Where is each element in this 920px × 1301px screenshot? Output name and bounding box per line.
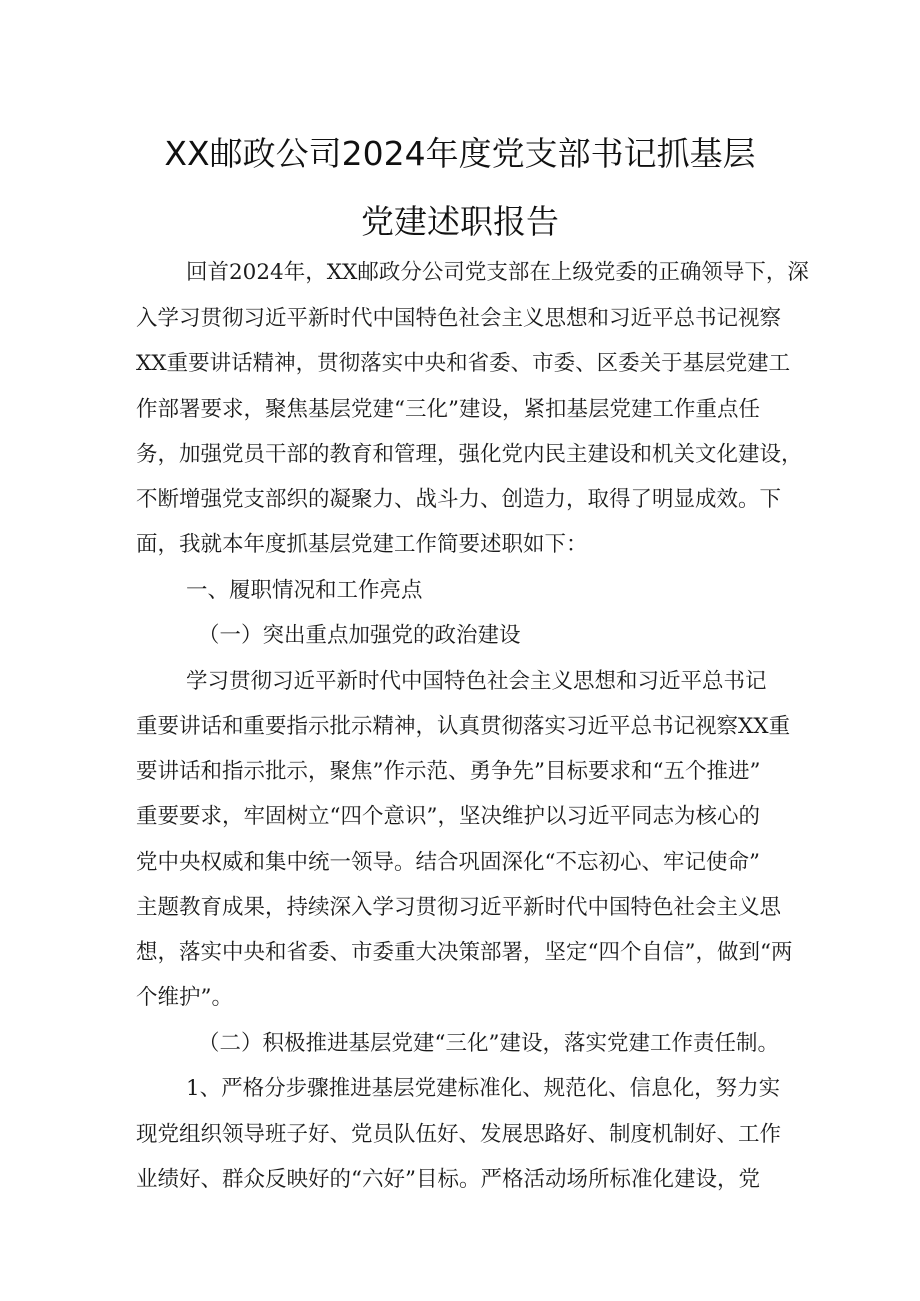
- document-title-line-2: 党建述职报告: [361, 202, 559, 241]
- paragraph-line: 党中央权威和集中统一领导。结合巩固深化“不忘初心、牢记使命”: [136, 850, 760, 875]
- paragraph-line: 不断增强党支部织的凝聚力、战斗力、创造力，取得了明显成效。下: [136, 487, 782, 512]
- paragraph-line: 重要要求，牢固树立“四个意识”，坚决维护以习近平同志为核心的: [136, 804, 760, 829]
- subsection-heading: （一）突出重点加强党的政治建设: [198, 623, 521, 648]
- paragraph-line: 业绩好、群众反映好的“六好”目标。严格活动场所标准化建设，党: [136, 1167, 760, 1192]
- paragraph-line: 1、严格分步骤推进基层党建标准化、规范化、信息化，努力实: [186, 1076, 781, 1101]
- paragraph-line: 现党组织领导班子好、党员队伍好、发展思路好、制度机制好、工作: [136, 1122, 782, 1147]
- paragraph-line: XX重要讲话精神，贯彻落实中央和省委、市委、区委关于基层党建工: [136, 351, 791, 376]
- section-heading: 一、履职情况和工作亮点: [186, 578, 423, 603]
- document-title-line-1: XX邮政公司2024年度党支部书记抓基层: [164, 134, 756, 173]
- paragraph-line: 要讲话和指示批示，聚焦”作示范、勇争先”目标要求和“五个推进”: [136, 759, 761, 784]
- paragraph-line: 学习贯彻习近平新时代中国特色社会主义思想和习近平总书记: [186, 669, 767, 694]
- paragraph-line: 面，我就本年度抓基层党建工作简要述职如下：: [136, 532, 588, 557]
- paragraph-line: 务，加强党员干部的教育和管理，强化党内民主建设和机关文化建设，: [136, 442, 803, 467]
- paragraph-line: 个维护”。: [136, 985, 233, 1010]
- paragraph-line: 想，落实中央和省委、市委重大决策部署，坚定“四个自信”，做到“两: [136, 940, 793, 965]
- paragraph-line: 回首2024年，XX邮政分公司党支部在上级党委的正确领导下，深: [186, 260, 809, 285]
- paragraph-line: 主题教育成果，持续深入学习贯彻习近平新时代中国特色社会主义思: [136, 895, 782, 920]
- subsection-heading: （二）积极推进基层党建“三化”建设，落实党建工作责任制。: [198, 1031, 779, 1056]
- paragraph-line: 作部署要求，聚焦基层党建“三化”建设，紧扣基层党建工作重点任: [136, 397, 760, 422]
- paragraph-line: 重要讲话和重要指示批示精神，认真贯彻落实习近平总书记视察XX重: [136, 714, 791, 739]
- paragraph-line: 入学习贯彻习近平新时代中国特色社会主义思想和习近平总书记视察: [136, 306, 782, 331]
